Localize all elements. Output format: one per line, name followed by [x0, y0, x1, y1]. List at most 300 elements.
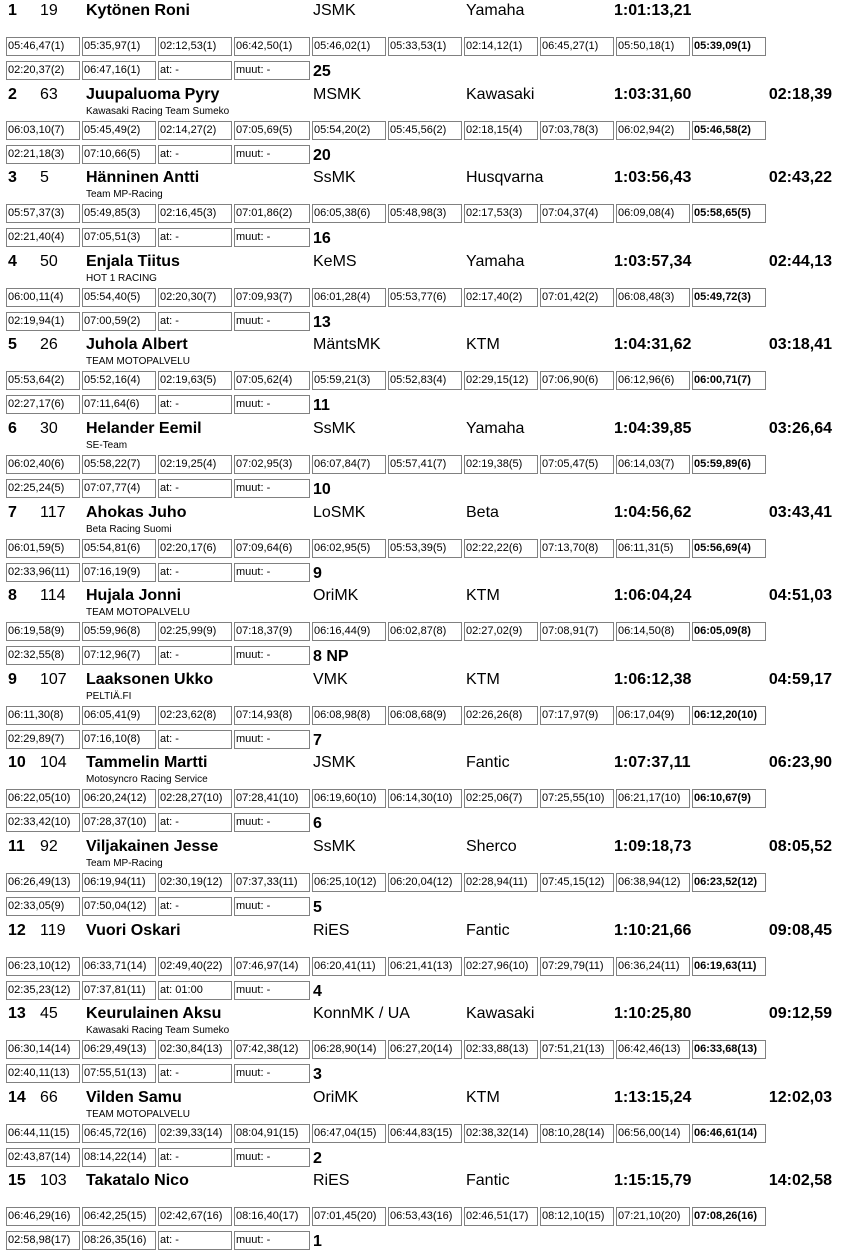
best-lap-cell: 06:33,68(13): [692, 1040, 766, 1059]
lap-time-cell: 05:45,56(2): [388, 121, 462, 140]
rider-gap: 04:51,03: [768, 587, 832, 605]
lap-time-cell: 05:57,37(3): [6, 204, 80, 223]
at-penalty-cell: at: -: [158, 897, 232, 916]
lap-time-cell: 02:25,99(9): [158, 622, 232, 641]
rider-row: [0, 167, 850, 251]
rider-name: Takatalo Nico: [86, 1172, 189, 1190]
lap-time-cell: 05:53,64(2): [6, 371, 80, 390]
lap-time-cell: 06:38,94(12): [616, 873, 690, 892]
rider-team: TEAM MOTOPALVELU: [86, 1108, 190, 1120]
rider-gap: 03:18,41: [768, 336, 832, 354]
lap-time-cell: 06:16,44(9): [312, 622, 386, 641]
rider-position: 7: [8, 503, 17, 521]
lap-time-cell: 07:03,78(3): [540, 121, 614, 140]
lap-time-cell: 02:21,18(3): [6, 145, 80, 164]
rider-gap: 09:08,45: [768, 921, 832, 939]
lap-time-cell: 08:14,22(14): [82, 1148, 156, 1167]
rider-points: 16: [313, 230, 331, 248]
lap-time-cell: 06:12,96(6): [616, 371, 690, 390]
rider-team: Kawasaki Racing Team Sumeko: [86, 1025, 230, 1037]
lap-time-cell: 02:29,89(7): [6, 730, 80, 749]
lap-time-cell: 08:10,28(14): [540, 1124, 614, 1143]
lap-time-cell: 08:16,40(17): [234, 1207, 310, 1226]
best-lap-cell: 06:12,20(10): [692, 706, 766, 725]
rider-gap: 02:43,22: [768, 169, 832, 187]
lap-time-cell: 06:11,31(5): [616, 539, 690, 558]
rider-team: Team MP-Racing: [86, 189, 163, 201]
lap-time-cell: 05:50,18(1): [616, 37, 690, 56]
rider-row: [0, 251, 850, 335]
lap-time-cell: 05:59,96(8): [82, 622, 156, 641]
lap-time-cell: 02:32,55(8): [6, 646, 80, 665]
rider-number: 50: [40, 252, 58, 270]
lap-time-cell: 06:11,30(8): [6, 706, 80, 725]
lap-time-cell: 07:01,86(2): [234, 204, 310, 223]
rider-name: Keurulainen Aksu: [86, 1005, 222, 1023]
rider-total-time: 1:06:04,24: [614, 587, 692, 605]
lap-time-cell: 02:23,62(8): [158, 706, 232, 725]
best-lap-cell: 05:58,65(5): [692, 204, 766, 223]
lap-time-cell: 06:28,90(14): [312, 1040, 386, 1059]
lap-time-cell: 06:08,98(8): [312, 706, 386, 725]
lap-time-cell: 06:25,10(12): [312, 873, 386, 892]
lap-time-cell: 07:02,95(3): [234, 455, 310, 474]
lap-time-cell: 06:20,04(12): [388, 873, 462, 892]
rider-row: [0, 752, 850, 836]
other-penalty-cell: muut: -: [234, 897, 310, 916]
rider-row: [0, 836, 850, 920]
lap-time-cell: 07:45,15(12): [540, 873, 614, 892]
rider-club: OriMK: [313, 1088, 359, 1106]
other-penalty-cell: muut: -: [234, 730, 310, 749]
lap-time-cell: 06:17,04(9): [616, 706, 690, 725]
lap-time-cell: 06:26,49(13): [6, 873, 80, 892]
rider-gap: 03:26,64: [768, 420, 832, 437]
lap-time-cell: 02:22,22(6): [464, 539, 538, 558]
rider-club: KeMS: [313, 252, 357, 270]
rider-make: Kawasaki: [466, 1005, 535, 1023]
lap-time-cell: 07:21,10(20): [616, 1207, 690, 1226]
at-penalty-cell: at: -: [158, 646, 232, 665]
rider-team: TEAM MOTOPALVELU: [86, 607, 190, 619]
at-penalty-cell: at: -: [158, 1231, 232, 1250]
rider-club: JSMK: [313, 2, 356, 19]
other-penalty-cell: muut: -: [234, 1231, 310, 1250]
lap-time-cell: 06:20,24(12): [82, 789, 156, 808]
rider-number: 26: [40, 336, 58, 354]
other-penalty-cell: muut: -: [234, 563, 310, 582]
lap-time-cell: 07:37,81(11): [82, 981, 156, 1000]
rider-number: 45: [40, 1005, 58, 1023]
lap-time-cell: 06:14,50(8): [616, 622, 690, 641]
lap-time-cell: 05:49,85(3): [82, 204, 156, 223]
at-penalty-cell: at: -: [158, 312, 232, 331]
lap-time-cell: 06:21,17(10): [616, 789, 690, 808]
other-penalty-cell: muut: -: [234, 1064, 310, 1083]
lap-time-cell: 02:17,53(3): [464, 204, 538, 223]
lap-time-cell: 07:16,19(9): [82, 563, 156, 582]
lap-time-cell: 06:05,38(6): [312, 204, 386, 223]
rider-club: RiES: [313, 921, 350, 939]
rider-row: [0, 418, 850, 502]
lap-time-cell: 06:22,05(10): [6, 789, 80, 808]
rider-make: Fantic: [466, 921, 510, 939]
rider-team: TEAM MOTOPALVELU: [86, 356, 190, 368]
rider-position: 2: [8, 85, 17, 103]
rider-club: SsMK: [313, 169, 356, 187]
best-lap-cell: 05:56,69(4): [692, 539, 766, 558]
rider-number: 5: [40, 169, 49, 187]
rider-total-time: 1:04:39,85: [614, 420, 692, 437]
rider-make: KTM: [466, 587, 500, 605]
rider-position: 12: [8, 921, 26, 939]
lap-time-cell: 06:19,94(11): [82, 873, 156, 892]
lap-time-cell: 02:27,17(6): [6, 395, 80, 414]
lap-time-cell: 07:07,77(4): [82, 479, 156, 498]
at-penalty-cell: at: 01:00: [158, 981, 232, 1000]
rider-position: 13: [8, 1005, 26, 1023]
at-penalty-cell: at: -: [158, 1064, 232, 1083]
lap-time-cell: 08:04,91(15): [234, 1124, 310, 1143]
rider-points: 6: [313, 815, 322, 833]
lap-time-cell: 05:53,77(6): [388, 288, 462, 307]
lap-time-cell: 02:28,27(10): [158, 789, 232, 808]
rider-position: 9: [8, 670, 17, 688]
rider-total-time: 1:09:18,73: [614, 838, 692, 855]
lap-time-cell: 06:29,49(13): [82, 1040, 156, 1059]
lap-time-cell: 06:36,24(11): [616, 957, 690, 976]
rider-gap: 08:05,52: [768, 838, 832, 855]
lap-time-cell: 07:09,64(6): [234, 539, 310, 558]
lap-time-cell: 02:21,40(4): [6, 228, 80, 247]
rider-make: Beta: [466, 503, 499, 521]
lap-time-cell: 05:58,22(7): [82, 455, 156, 474]
other-penalty-cell: muut: -: [234, 395, 310, 414]
lap-time-cell: 07:11,64(6): [82, 395, 156, 414]
rider-make: Yamaha: [466, 2, 525, 19]
lap-time-cell: 07:05,51(3): [82, 228, 156, 247]
lap-time-cell: 02:12,53(1): [158, 37, 232, 56]
rider-total-time: 1:03:31,60: [614, 85, 692, 103]
rider-total-time: 1:10:25,80: [614, 1005, 692, 1023]
rider-total-time: 1:01:13,21: [614, 2, 692, 19]
lap-time-cell: 07:17,97(9): [540, 706, 614, 725]
lap-time-cell: 06:19,60(10): [312, 789, 386, 808]
best-lap-cell: 06:00,71(7): [692, 371, 766, 390]
lap-time-cell: 07:05,69(5): [234, 121, 310, 140]
rider-number: 66: [40, 1088, 58, 1106]
lap-time-cell: 02:43,87(14): [6, 1148, 80, 1167]
rider-points: 10: [313, 481, 331, 498]
lap-time-cell: 06:19,58(9): [6, 622, 80, 641]
rider-name: Helander Eemil: [86, 420, 202, 437]
rider-position: 10: [8, 754, 26, 772]
rider-team: HOT 1 RACING: [86, 272, 157, 284]
rider-total-time: 1:04:31,62: [614, 336, 692, 354]
rider-name: Ahokas Juho: [86, 503, 187, 521]
other-penalty-cell: muut: -: [234, 312, 310, 331]
rider-club: VMK: [313, 670, 348, 688]
rider-name: Kytönen Roni: [86, 2, 190, 19]
at-penalty-cell: at: -: [158, 730, 232, 749]
other-penalty-cell: muut: -: [234, 61, 310, 80]
lap-time-cell: 06:46,29(16): [6, 1207, 80, 1226]
rider-position: 8: [8, 587, 17, 605]
rider-row: [0, 1087, 850, 1171]
rider-points: 7: [313, 731, 322, 749]
rider-team: Team MP-Racing: [86, 858, 163, 869]
rider-points: 9: [313, 564, 322, 582]
lap-time-cell: 06:47,04(15): [312, 1124, 386, 1143]
rider-make: Yamaha: [466, 252, 525, 270]
rider-total-time: 1:03:57,34: [614, 252, 692, 270]
lap-time-cell: 06:03,10(7): [6, 121, 80, 140]
best-lap-cell: 07:08,26(16): [692, 1207, 766, 1226]
rider-make: Husqvarna: [466, 169, 544, 187]
lap-time-cell: 06:01,28(4): [312, 288, 386, 307]
lap-time-cell: 02:27,96(10): [464, 957, 538, 976]
lap-time-cell: 05:54,40(5): [82, 288, 156, 307]
rider-total-time: 1:15:15,79: [614, 1172, 692, 1190]
lap-time-cell: 07:37,33(11): [234, 873, 310, 892]
rider-total-time: 1:13:15,24: [614, 1088, 692, 1106]
rider-name: Hänninen Antti: [86, 169, 200, 187]
best-lap-cell: 05:49,72(3): [692, 288, 766, 307]
rider-team: PELTIÄ.FI: [86, 690, 132, 702]
lap-time-cell: 07:55,51(13): [82, 1064, 156, 1083]
rider-make: Sherco: [466, 838, 517, 855]
lap-time-cell: 02:20,30(7): [158, 288, 232, 307]
lap-time-cell: 07:42,38(12): [234, 1040, 310, 1059]
lap-time-cell: 07:14,93(8): [234, 706, 310, 725]
lap-time-cell: 07:25,55(10): [540, 789, 614, 808]
rider-row: [0, 1170, 850, 1254]
rider-total-time: 1:10:21,66: [614, 921, 692, 939]
at-penalty-cell: at: -: [158, 61, 232, 80]
rider-team: SE-Team: [86, 440, 128, 451]
lap-time-cell: 06:14,30(10): [388, 789, 462, 808]
rider-points: 13: [313, 313, 331, 331]
other-penalty-cell: muut: -: [234, 981, 310, 1000]
lap-time-cell: 06:27,20(14): [388, 1040, 462, 1059]
best-lap-cell: 05:46,58(2): [692, 121, 766, 140]
rider-total-time: 1:04:56,62: [614, 503, 692, 521]
lap-time-cell: 05:59,21(3): [312, 371, 386, 390]
lap-time-cell: 06:02,94(2): [616, 121, 690, 140]
rider-position: 14: [8, 1088, 26, 1106]
rider-make: Fantic: [466, 754, 510, 772]
lap-time-cell: 05:54,81(6): [82, 539, 156, 558]
at-penalty-cell: at: -: [158, 563, 232, 582]
rider-points: 11: [313, 397, 330, 415]
lap-time-cell: 02:20,17(6): [158, 539, 232, 558]
rider-position: 3: [8, 169, 17, 187]
lap-time-cell: 06:02,87(8): [388, 622, 462, 641]
rider-number: 119: [40, 921, 66, 939]
rider-make: Kawasaki: [466, 85, 535, 103]
rider-name: Vuori Oskari: [86, 921, 181, 939]
lap-time-cell: 05:33,53(1): [388, 37, 462, 56]
lap-time-cell: 02:20,37(2): [6, 61, 80, 80]
lap-time-cell: 06:33,71(14): [82, 957, 156, 976]
lap-time-cell: 02:49,40(22): [158, 957, 232, 976]
rider-points: 20: [313, 146, 331, 164]
best-lap-cell: 06:46,61(14): [692, 1124, 766, 1143]
lap-time-cell: 06:47,16(1): [82, 61, 156, 80]
rider-position: 11: [8, 838, 25, 855]
rider-position: 1: [8, 2, 17, 19]
rider-number: 107: [40, 670, 67, 688]
at-penalty-cell: at: -: [158, 145, 232, 164]
lap-time-cell: 07:28,37(10): [82, 813, 156, 832]
lap-time-cell: 02:26,26(8): [464, 706, 538, 725]
rider-row: [0, 502, 850, 586]
lap-time-cell: 02:40,11(13): [6, 1064, 80, 1083]
rider-gap: 06:23,90: [768, 754, 832, 772]
lap-time-cell: 06:20,41(11): [312, 957, 386, 976]
best-lap-cell: 06:05,09(8): [692, 622, 766, 641]
rider-number: 103: [40, 1172, 67, 1190]
other-penalty-cell: muut: -: [234, 1148, 310, 1167]
lap-time-cell: 02:33,88(13): [464, 1040, 538, 1059]
other-penalty-cell: muut: -: [234, 813, 310, 832]
rider-club: MSMK: [313, 85, 361, 103]
lap-time-cell: 05:52,83(4): [388, 371, 462, 390]
lap-time-cell: 06:45,27(1): [540, 37, 614, 56]
lap-time-cell: 05:46,02(1): [312, 37, 386, 56]
lap-time-cell: 02:33,96(11): [6, 563, 80, 582]
lap-time-cell: 06:01,59(5): [6, 539, 80, 558]
lap-time-cell: 05:53,39(5): [388, 539, 462, 558]
lap-time-cell: 07:29,79(11): [540, 957, 614, 976]
lap-time-cell: 02:42,67(16): [158, 1207, 232, 1226]
lap-time-cell: 07:50,04(12): [82, 897, 156, 916]
other-penalty-cell: muut: -: [234, 228, 310, 247]
rider-make: KTM: [466, 670, 500, 688]
rider-team: Motosyncro Racing Service: [86, 774, 208, 786]
best-lap-cell: 05:39,09(1): [692, 37, 766, 56]
rider-row: [0, 669, 850, 753]
lap-time-cell: 02:38,32(14): [464, 1124, 538, 1143]
lap-time-cell: 07:01,42(2): [540, 288, 614, 307]
lap-time-cell: 07:05,62(4): [234, 371, 310, 390]
lap-time-cell: 07:10,66(5): [82, 145, 156, 164]
lap-time-cell: 08:12,10(15): [540, 1207, 614, 1226]
lap-time-cell: 06:02,40(6): [6, 455, 80, 474]
lap-time-cell: 06:02,95(5): [312, 539, 386, 558]
rider-number: 114: [40, 587, 66, 605]
lap-time-cell: 02:17,40(2): [464, 288, 538, 307]
at-penalty-cell: at: -: [158, 479, 232, 498]
rider-gap: 03:43,41: [768, 503, 832, 521]
lap-time-cell: 06:42,50(1): [234, 37, 310, 56]
lap-time-cell: 02:14,12(1): [464, 37, 538, 56]
rider-gap: 02:18,39: [768, 85, 832, 103]
lap-time-cell: 07:46,97(14): [234, 957, 310, 976]
rider-team: Kawasaki Racing Team Sumeko: [86, 105, 230, 117]
lap-time-cell: 02:14,27(2): [158, 121, 232, 140]
at-penalty-cell: at: -: [158, 395, 232, 414]
lap-time-cell: 06:07,84(7): [312, 455, 386, 474]
rider-name: Vilden Samu: [86, 1088, 182, 1106]
lap-time-cell: 02:46,51(17): [464, 1207, 538, 1226]
rider-make: KTM: [466, 336, 500, 354]
rider-name: Viljakainen Jesse: [86, 838, 219, 855]
rider-make: Yamaha: [466, 420, 525, 437]
rider-club: MäntsMK: [313, 336, 381, 354]
rider-number: 104: [40, 754, 67, 772]
lap-time-cell: 05:52,16(4): [82, 371, 156, 390]
rider-gap: 14:02,58: [768, 1172, 832, 1190]
best-lap-cell: 06:19,63(11): [692, 957, 766, 976]
lap-time-cell: 07:51,21(13): [540, 1040, 614, 1059]
rider-club: SsMK: [313, 838, 356, 855]
rider-name: Enjala Tiitus: [86, 252, 180, 270]
lap-time-cell: 02:19,94(1): [6, 312, 80, 331]
lap-time-cell: 02:27,02(9): [464, 622, 538, 641]
rider-club: SsMK: [313, 420, 356, 437]
other-penalty-cell: muut: -: [234, 646, 310, 665]
lap-time-cell: 07:00,59(2): [82, 312, 156, 331]
rider-gap: 02:44,13: [768, 252, 832, 270]
rider-row: [0, 585, 850, 669]
rider-points: 1: [313, 1233, 322, 1251]
lap-time-cell: 06:09,08(4): [616, 204, 690, 223]
lap-time-cell: 02:18,15(4): [464, 121, 538, 140]
lap-time-cell: 07:12,96(7): [82, 646, 156, 665]
lap-time-cell: 02:30,84(13): [158, 1040, 232, 1059]
lap-time-cell: 06:14,03(7): [616, 455, 690, 474]
lap-time-cell: 02:58,98(17): [6, 1231, 80, 1250]
lap-time-cell: 02:35,23(12): [6, 981, 80, 1000]
lap-time-cell: 07:04,37(4): [540, 204, 614, 223]
lap-time-cell: 06:56,00(14): [616, 1124, 690, 1143]
lap-time-cell: 02:30,19(12): [158, 873, 232, 892]
rider-make: Fantic: [466, 1172, 510, 1190]
rider-name: Juhola Albert: [86, 336, 188, 354]
rider-points: 2: [313, 1149, 322, 1167]
rider-points: 25: [313, 63, 331, 80]
lap-time-cell: 02:29,15(12): [464, 371, 538, 390]
at-penalty-cell: at: -: [158, 228, 232, 247]
lap-time-cell: 05:35,97(1): [82, 37, 156, 56]
lap-time-cell: 07:28,41(10): [234, 789, 310, 808]
lap-time-cell: 06:08,48(3): [616, 288, 690, 307]
lap-time-cell: 02:33,42(10): [6, 813, 80, 832]
lap-time-cell: 02:19,25(4): [158, 455, 232, 474]
lap-time-cell: 06:42,25(15): [82, 1207, 156, 1226]
rider-name: Laaksonen Ukko: [86, 670, 214, 688]
lap-time-cell: 05:54,20(2): [312, 121, 386, 140]
rider-club: OriMK: [313, 587, 359, 605]
lap-time-cell: 06:30,14(14): [6, 1040, 80, 1059]
rider-position: 4: [8, 252, 17, 270]
lap-time-cell: 06:45,72(16): [82, 1124, 156, 1143]
lap-time-cell: 06:05,41(9): [82, 706, 156, 725]
lap-time-cell: 05:57,41(7): [388, 455, 462, 474]
lap-time-cell: 06:21,41(13): [388, 957, 462, 976]
lap-time-cell: 07:01,45(20): [312, 1207, 386, 1226]
lap-time-cell: 02:28,94(11): [464, 873, 538, 892]
rider-name: Hujala Jonni: [86, 587, 182, 605]
rider-number: 63: [40, 85, 58, 103]
rider-row: [0, 1003, 850, 1087]
rider-club: RiES: [313, 1172, 350, 1190]
rider-gap: 12:02,03: [768, 1088, 832, 1106]
rider-total-time: 1:06:12,38: [614, 670, 692, 688]
lap-time-cell: 06:44,11(15): [6, 1124, 80, 1143]
lap-time-cell: 02:16,45(3): [158, 204, 232, 223]
